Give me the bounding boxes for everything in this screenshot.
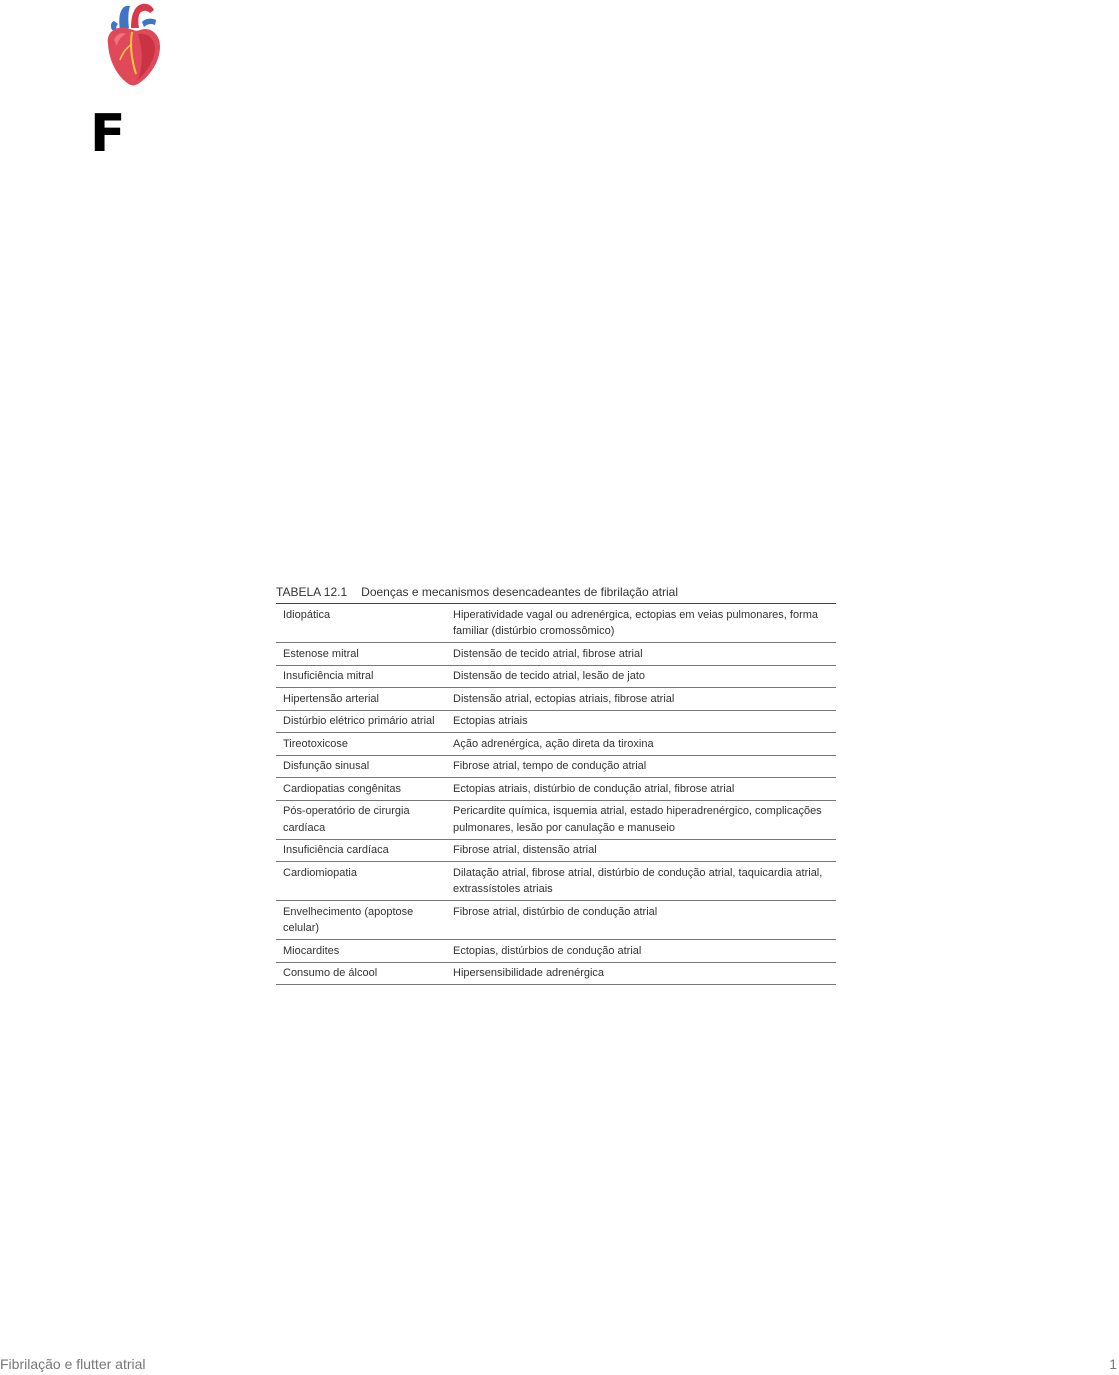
causes-table	[276, 604, 836, 985]
table-figure	[276, 583, 836, 985]
condition-cell: Idiopática	[276, 604, 446, 643]
mechanism-cell: Distensão de tecido atrial, lesão de jato	[446, 665, 836, 688]
mechanism-cell: Ectopias atriais, distúrbio de condução atrial, fibrose atrial	[446, 778, 836, 801]
condition-cell: Hipertensão arterial	[276, 688, 446, 711]
table-caption-label: TABELA 12.1	[276, 585, 348, 599]
mechanism-cell: Ectopias atriais	[446, 710, 836, 733]
page-title: F	[90, 104, 126, 164]
mechanism-cell: Fibrose atrial, distúrbio de condução atrial	[446, 901, 836, 940]
anatomical-heart-icon	[98, 0, 166, 88]
condition-cell: Pós-operatório de cirurgia cardíaca	[276, 800, 446, 839]
mechanism-cell: Fibrose atrial, tempo de condução atrial	[446, 755, 836, 778]
footer-document-title: Fibrilação e flutter atrial	[0, 1356, 146, 1372]
condition-cell: Envelhecimento (apoptose celular)	[276, 901, 446, 940]
mechanism-cell: Distensão atrial, ectopias atriais, fibrose atrial	[446, 688, 836, 711]
table-row	[276, 755, 836, 778]
table-row	[276, 688, 836, 711]
mechanism-cell: Hipersensibilidade adrenérgica	[446, 962, 836, 985]
footer-page-number: 1	[1109, 1356, 1117, 1372]
condition-cell: Tireotoxicose	[276, 733, 446, 756]
condition-cell: Cardiomiopatia	[276, 862, 446, 901]
table-row	[276, 778, 836, 801]
mechanism-cell: Hiperatividade vagal ou adrenérgica, ectopias em veias pulmonares, forma familiar (distúrbio cromossômico)	[446, 604, 836, 643]
table-caption	[276, 583, 836, 604]
table-row	[276, 800, 836, 839]
table-row	[276, 862, 836, 901]
condition-cell: Disfunção sinusal	[276, 755, 446, 778]
table-row	[276, 962, 836, 985]
table-row	[276, 940, 836, 963]
table-row	[276, 901, 836, 940]
table-row	[276, 604, 836, 643]
table-row	[276, 643, 836, 666]
condition-cell: Distúrbio elétrico primário atrial	[276, 710, 446, 733]
condition-cell: Consumo de álcool	[276, 962, 446, 985]
mechanism-cell: Ação adrenérgica, ação direta da tiroxina	[446, 733, 836, 756]
table-row	[276, 710, 836, 733]
condition-cell: Insuficiência mitral	[276, 665, 446, 688]
table-caption-text: Doenças e mecanismos desencadeantes de fibrilação atrial	[361, 585, 679, 599]
condition-cell: Cardiopatias congênitas	[276, 778, 446, 801]
table-row	[276, 839, 836, 862]
mechanism-cell: Ectopias, distúrbios de condução atrial	[446, 940, 836, 963]
condition-cell: Miocardites	[276, 940, 446, 963]
condition-cell: Estenose mitral	[276, 643, 446, 666]
mechanism-cell: Dilatação atrial, fibrose atrial, distúrbio de condução atrial, taquicardia atrial, extrassístoles atriais	[446, 862, 836, 901]
condition-cell: Insuficiência cardíaca	[276, 839, 446, 862]
table-row	[276, 665, 836, 688]
mechanism-cell: Pericardite química, isquemia atrial, estado hiperadrenérgico, complicações pulmonares, lesão por canulação e manuseio	[446, 800, 836, 839]
mechanism-cell: Distensão de tecido atrial, fibrose atrial	[446, 643, 836, 666]
table-row	[276, 733, 836, 756]
mechanism-cell: Fibrose atrial, distensão atrial	[446, 839, 836, 862]
